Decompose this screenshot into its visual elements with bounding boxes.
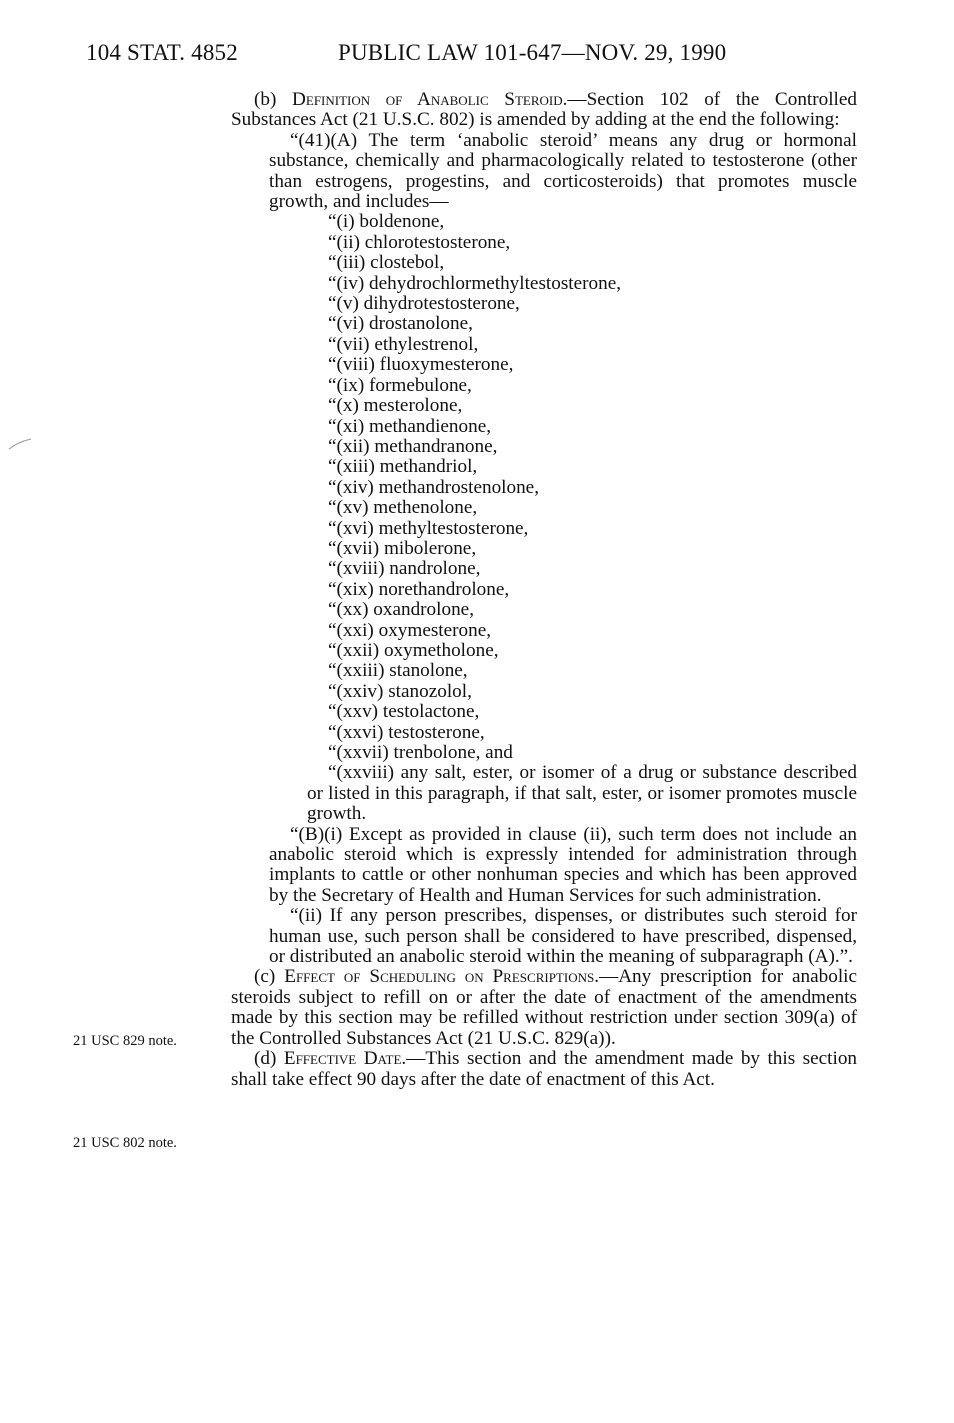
list-item: “(xx) oxandrolone,: [328, 599, 474, 621]
list-item: “(xii) methandranone,: [328, 435, 498, 457]
list-item: “(viii) fluoxymesterone,: [328, 354, 514, 376]
list-item: “(ix) formebulone,: [328, 374, 472, 396]
list-item: “(xv) methenolone,: [328, 497, 478, 519]
list-item: “(xiii) methandriol,: [328, 456, 478, 478]
steroid-list: [231, 212, 857, 824]
list-item: “(xxvii) trenbolone, and: [328, 742, 513, 763]
section-b-heading: Definition of Anabolic Steroid: [292, 89, 563, 110]
section-d-label: (d): [254, 1048, 277, 1070]
list-item-last: “(xxviii) any salt, ester, or isomer of a drug or substance described or listed in this paragraph, if that salt, ester, or isomer promotes muscle growth.: [307, 762, 857, 825]
list-item: “(iv) dehydrochlormethyltestosterone,: [328, 272, 622, 294]
section-d: [231, 1049, 857, 1090]
list-item: “(xvii) mibolerone,: [328, 537, 477, 559]
section-d-text: .—This section and the amendment made by this section shall take effect 90 days after the date of enactment of this Act.: [231, 1048, 858, 1090]
section-c-text: .—Any prescription for anabolic steroids subject to refill on or after the date of enactment of the amendments made by this section may be refilled without restriction under section 309(a) of the Controlled Substances Act (21 U.S.C. 829(a)).: [231, 966, 857, 1049]
margin-note-802: 21 USC 802 note.: [73, 1135, 177, 1151]
list-item: “(xvi) methyltestosterone,: [328, 517, 529, 539]
list-item: “(i) boldenone,: [328, 211, 445, 233]
list-item: “(ii) chlorotestosterone,: [328, 231, 511, 253]
document-body: [231, 90, 857, 1090]
paragraph-41a: “(41)(A) The term ‘anabolic steroid’ means any drug or hormonal substance, chemically and pharmacologically related to testosterone (other than estrogens, progestins, and corticosteroids) that promotes muscle growth, and includes—: [269, 129, 857, 213]
paragraph-b-ii: “(ii) If any person prescribes, dispenses, or distributes such steroid for human use, such person shall be considered to have prescribed, dispensed, or distributed an anabolic steroid within the meaning of subparagraph (A).”.: [269, 905, 857, 968]
list-item: “(xix) norethandrolone,: [328, 578, 510, 600]
list-item: “(vi) drostanolone,: [328, 313, 473, 335]
section-b: [231, 90, 857, 131]
margin-note-829: 21 USC 829 note.: [73, 1033, 177, 1049]
section-c: [231, 967, 857, 1049]
section-c-heading: Effect of Scheduling on Prescriptions: [284, 966, 595, 988]
list-item: “(xxiv) stanozolol,: [328, 680, 472, 702]
list-item: “(xxvi) testosterone,: [328, 721, 485, 743]
section-b-text: .—Section 102 of the Controlled Substances Act (21 U.S.C. 802) is amended by adding at the end the following:: [231, 89, 857, 131]
list-item: “(x) mesterolone,: [328, 395, 463, 417]
list-item: “(v) dihydrotestosterone,: [328, 293, 520, 315]
list-item: “(xxv) testolactone,: [328, 701, 480, 723]
list-item: “(vii) ethylestrenol,: [328, 333, 479, 355]
section-b-label: (b): [254, 89, 277, 110]
section-c-label: (c): [254, 966, 276, 988]
section-d-heading: Effective Date: [283, 1048, 402, 1070]
page-header: [86, 40, 727, 66]
stat-citation: 104 STAT. 4852: [86, 40, 238, 65]
list-item: “(xxii) oxymetholone,: [328, 639, 499, 661]
stray-mark-icon: [8, 438, 32, 450]
paragraph-b-i: “(B)(i) Except as provided in clause (ii), such term does not include an anabolic steroid which is expressly intended for administration through implants to cattle or other nonhuman species and which has been approved by the Secretary of Health and Human Services for such administration.: [269, 823, 857, 906]
list-item: “(xviii) nandrolone,: [328, 558, 481, 580]
list-item: “(iii) clostebol,: [328, 252, 445, 274]
list-item: “(xi) methandienone,: [328, 415, 492, 437]
public-law-title: PUBLIC LAW 101-647—NOV. 29, 1990: [338, 40, 727, 65]
list-item: “(xxiii) stanolone,: [328, 660, 468, 682]
list-item: “(xiv) methandrostenolone,: [328, 476, 539, 498]
list-item: “(xxi) oxymesterone,: [328, 619, 492, 641]
